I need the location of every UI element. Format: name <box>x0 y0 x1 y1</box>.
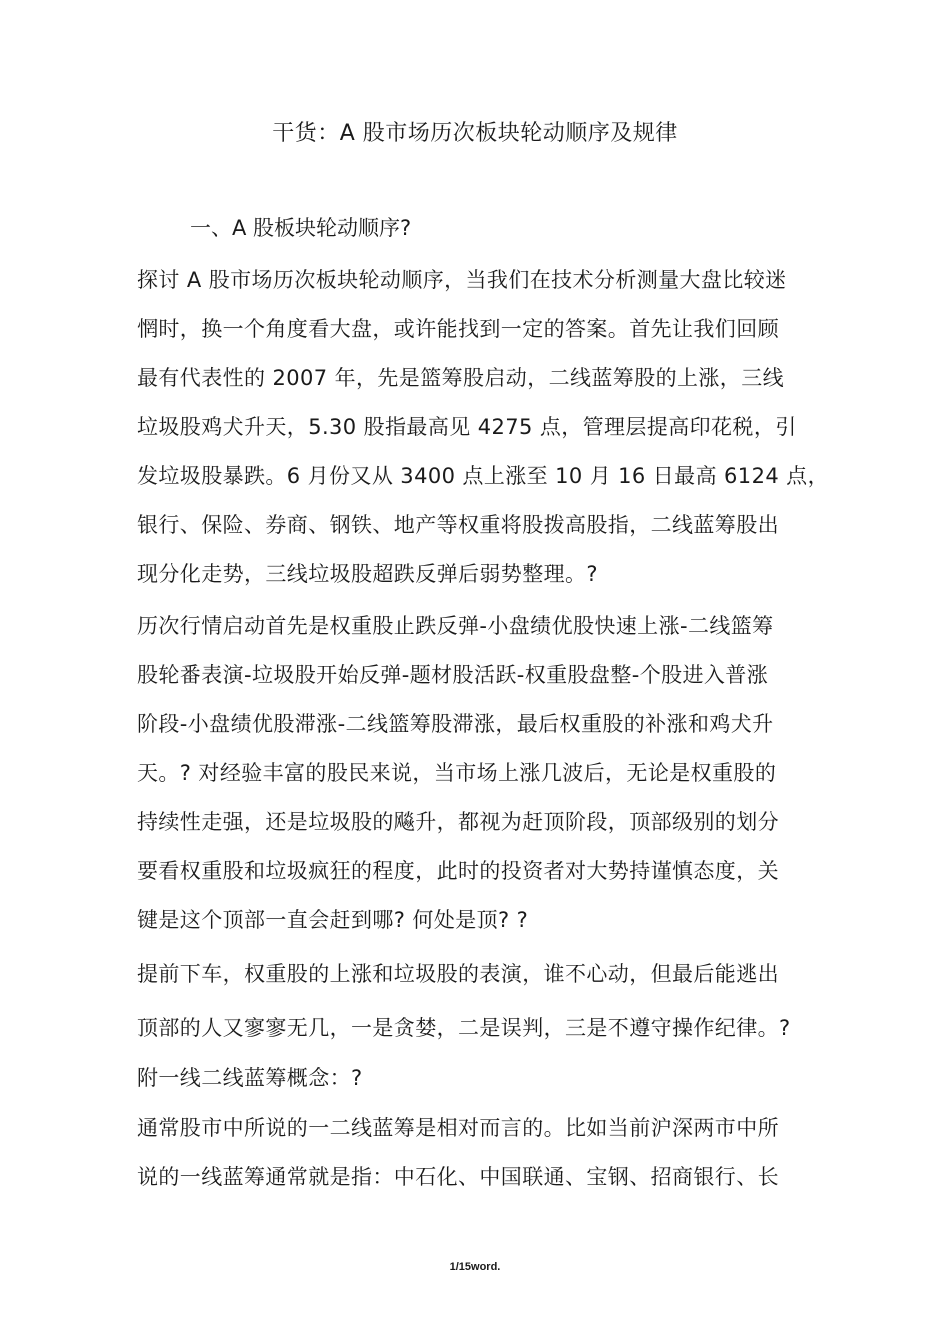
text-line: 通常股市中所说的一二线蓝筹是相对而言的。比如当前沪深两市中所 <box>137 1116 779 1140</box>
text-line: 历次行情启动首先是权重股止跌反弹-小盘绩优股快速上涨-二线篮筹 <box>137 614 774 638</box>
text-line: 探讨 A 股市场历次板块轮动顺序，当我们在技术分析测量大盘比较迷 <box>137 268 787 292</box>
text-line: 股轮番表演-垃圾股开始反弹-题材股活跃-权重股盘整-个股进入普涨 <box>137 663 769 687</box>
text-line: 银行、保险、券商、钢铁、地产等权重将股拨高股指，二线蓝筹股出 <box>137 513 779 537</box>
text-line: 持续性走强，还是垃圾股的飚升，都视为赶顶阶段，顶部级别的划分 <box>137 810 779 834</box>
text-line: 惘时，换一个角度看大盘，或许能找到一定的答案。首先让我们回顾 <box>137 317 779 341</box>
text-line: 现分化走势，三线垃圾股超跌反弹后弱势整理。? <box>137 562 598 586</box>
document-title: 干货：A 股市场历次板块轮动顺序及规律 <box>272 121 678 146</box>
text-line: 附一线二线蓝筹概念：? <box>137 1066 363 1090</box>
section-heading: 一、A 股板块轮动顺序? <box>190 216 412 240</box>
page-footer: 1/15word. <box>449 1261 501 1273</box>
text-line: 顶部的人又寥寥无几，一是贪婪，二是误判，三是不遵守操作纪律。? <box>137 1016 791 1040</box>
text-line: 垃圾股鸡犬升天，5.30 股指最高见 4275 点，管理层提高印花税，引 <box>137 415 797 439</box>
text-line: 天。? 对经验丰富的股民来说，当市场上涨几波后，无论是权重股的 <box>137 761 777 785</box>
text-line: 发垃圾股暴跌。6 月份又从 3400 点上涨至 10 月 16 日最高 6124 点， <box>137 464 829 488</box>
text-line: 要看权重股和垃圾疯狂的程度，此时的投资者对大势持谨慎态度，关 <box>137 859 779 883</box>
text-line: 最有代表性的 2007 年，先是篮筹股启动，二线蓝筹股的上涨，三线 <box>137 366 784 390</box>
text-line: 提前下车，权重股的上涨和垃圾股的表演，谁不心动，但最后能逃出 <box>137 962 779 986</box>
text-line: 阶段-小盘绩优股滞涨-二线篮筹股滞涨，最后权重股的补涨和鸡犬升 <box>137 712 774 736</box>
text-line: 键是这个顶部一直会赶到哪? 何处是顶? ? <box>137 908 529 932</box>
text-line: 说的一线蓝筹通常就是指：中石化、中国联通、宝钢、招商银行、长 <box>137 1165 779 1189</box>
